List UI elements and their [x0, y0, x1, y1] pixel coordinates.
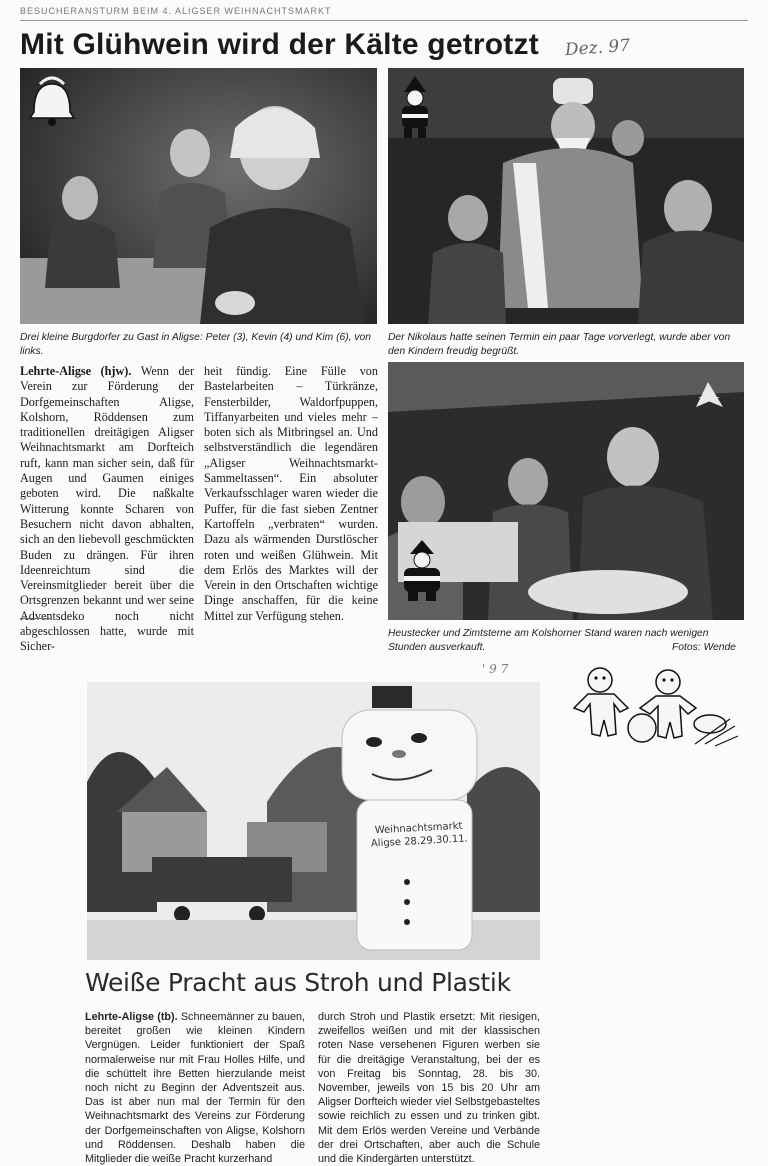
snowman-sign-text: Weihnachtsmarkt Aligse 28.29.30.11. — [370, 820, 469, 850]
article1-col1-text: Wenn der Verein zur Förderung der Dorfgemeinschaften Aligse, Kolshorn, Röddensen zum traditionellen dreitägigen Aligser Weihnachtsmarkt am Dorfteich ruft, kann man sicher sein, daß für Augen und Gaumen einiges geboten wird. Die naßkalte Witterung konnte Scharen von Besuchern nicht davon abhalten, sich an den liebevoll geschmückten Buden zu drängen. Für ihren Ideenreichtum sind die Vereinsmitglieder bereit über die Ortsgrenzen bekannt und wer seine Adventsdeko noch nicht abgeschlossen hatte, wurde mit Sicher- — [20, 364, 195, 654]
article2-column-1 — [85, 1010, 305, 1166]
top-rule — [20, 20, 748, 21]
article1-column-1 — [20, 364, 194, 655]
article2-subhead: Weiße Pracht aus Stroh und Plastik — [85, 968, 511, 997]
handwritten-mark: ' 9 7 — [482, 662, 509, 676]
photo-credit: Fotos: Wende — [672, 642, 736, 653]
article-headline: Mit Glühwein wird der Kälte getrotzt — [20, 28, 539, 61]
article1-lead: Lehrte-Aligse (hjw). — [20, 364, 141, 378]
bell-ornament-icon — [22, 72, 82, 142]
article2-col1-text: Schneemänner zu bauen, bereitet großen wie kleinen Kindern Vergnügen. Leider funktioniert der Spaß normalerweise nur mit Frau Holles Hilfe, und die schüttelt ihre Betten hierzulande meist noch nicht zu Beginn der Adventszeit aus. Das ist aber nun mal der Termin für den Weihnachtsmarkt des Vereins zur Förderung der Dorfgemeinschaften von Aligse, Kolshorn und Röddensen. Deshalb haben die Mitglieder die weiße Pracht kurzerhand — [85, 1011, 305, 1166]
handwritten-date-note: Dez. 97 — [564, 35, 631, 61]
article2-column-2 — [318, 1010, 540, 1166]
gingerbread-decoration-icon — [570, 664, 740, 754]
article1-col2-text: heit fündig. Eine Fülle von Bastelarbeiten – Türkränze, Fensterbilder, Waldorfpuppen, Tiffanyarbeiten und vieles mehr – boten sich als Mitbringsel an. Und selbstverständlich die legendären „Aligser Weihnachtsmarkt-Sammeltassen“. Ein absoluter Verkaufsschlager waren wieder die Puffer, für die fast sieben Zentner Kartoffeln „verbraten“ wurden. Dazu als wärmenden Durstlöscher roten und weißen Glühwein. Mit dem Erlös des Marktes will der Verein in den Ortschaften wichtige Dinge anschaffen, für die keine Mittel zur Verfügung stehen. — [204, 364, 378, 623]
article2-col2-text: durch Stroh und Plastik ersetzt: Mit riesigen, zweifellos weißen und mit der klassischen roten Nase versehenen Figuren werben sie für die dreitägige Veranstaltung, bei der es von Freitag bis Sonntag, 28. bis 30. November, jeweils von 15 bis 20 Uhr am Aligser Dorfteich wieder viel Selbstgebasteltes sowie reichlich zu essen und zu trinken gibt. Mit dem Erlös werden Vereine und Verbände der drei Ortschaften, aber auch die Schule und die Kindergärten unterstützt. — [318, 1011, 540, 1166]
photo-nikolaus-caption: Der Nikolaus hatte seinen Termin ein paar Tage vorverlegt, wurde aber von den Kindern freudig begrüßt. — [388, 332, 731, 357]
kicker-line: BESUCHERANSTURM BEIM 4. ALIGSER WEIHNACHTSMARKT — [20, 6, 332, 16]
article1-end-rule — [20, 618, 50, 619]
santa-ornament-icon — [390, 74, 440, 140]
photo-nikolaus — [388, 68, 744, 324]
photo-children-caption: Drei kleine Burgdorfer zu Gast in Aligse: Peter (3), Kevin (4) und Kim (6), von links. — [20, 332, 371, 357]
photo-market-caption: Heustecker und Zimtsterne am Kolshorner Stand waren nach wenigen Stunden ausverkauft. — [388, 628, 709, 653]
article2-lead: Lehrte-Aligse (tb). — [85, 1011, 181, 1023]
santa-figure-icon — [394, 538, 450, 602]
article1-column-2 — [204, 364, 378, 624]
